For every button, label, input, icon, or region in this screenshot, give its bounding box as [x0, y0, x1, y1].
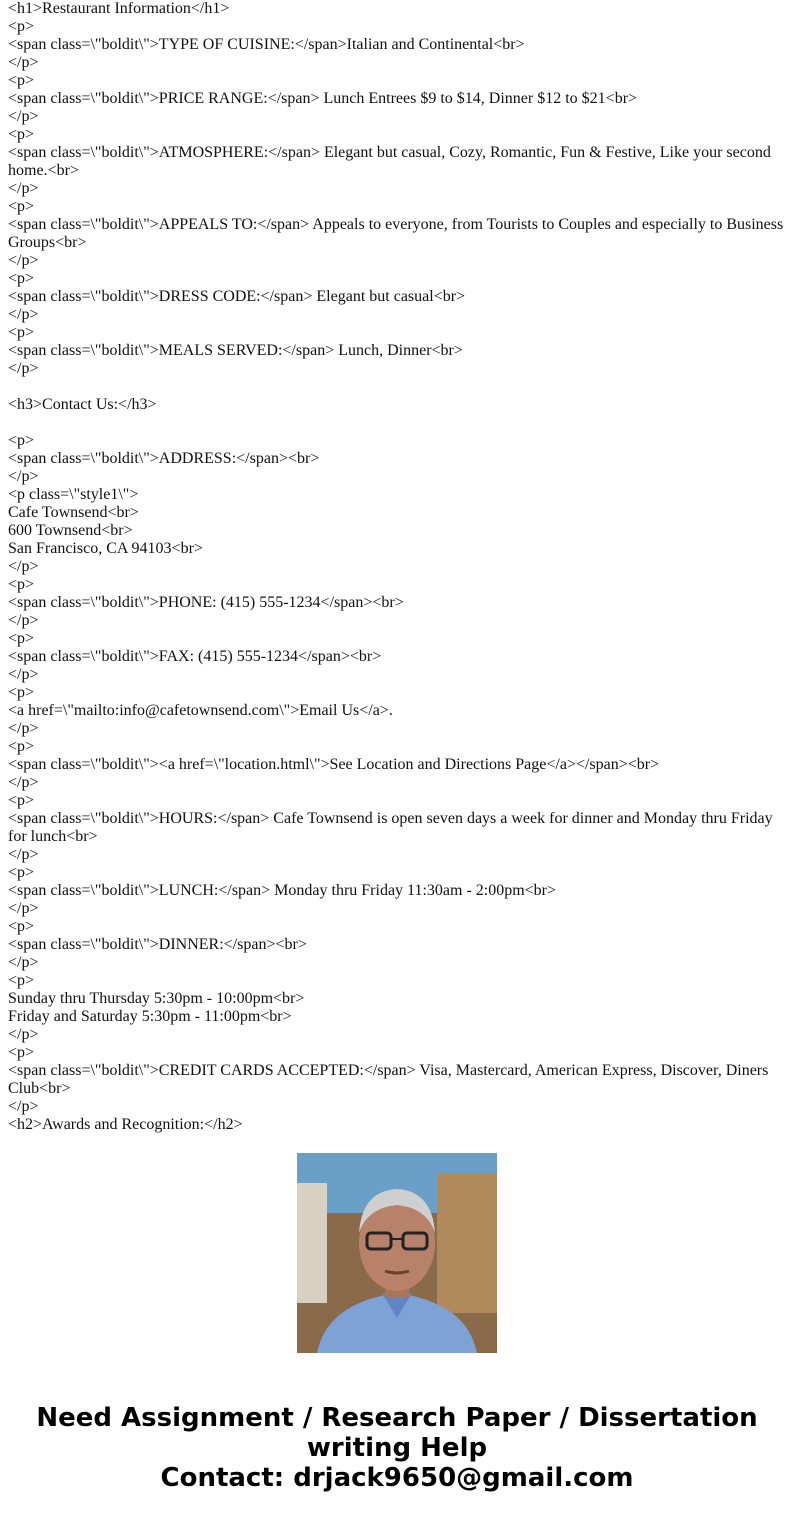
code-line: Groups<br> — [8, 234, 87, 251]
code-line: <p> — [8, 1044, 35, 1061]
code-line: <p> — [8, 72, 35, 89]
code-line: <p> — [8, 918, 35, 935]
code-line: </p> — [8, 1026, 39, 1043]
code-line: <p> — [8, 864, 35, 881]
code-line: </p> — [8, 54, 39, 71]
code-line: </p> — [8, 468, 39, 485]
code-line: <span class=\"boldit\">LUNCH:</span> Monday thru Friday 11:30am - 2:00pm<br> — [8, 882, 557, 899]
code-line: <p> — [8, 270, 35, 287]
code-line: Cafe Townsend<br> — [8, 504, 139, 521]
code-line: <a href=\"mailto:info@cafetownsend.com\">Email Us</a>. — [8, 702, 393, 719]
code-line: <h3>Contact Us:</h3> — [8, 396, 157, 413]
code-line: <p> — [8, 972, 35, 989]
code-line: <span class=\"boldit\">TYPE OF CUISINE:</span>Italian and Continental<br> — [8, 36, 525, 53]
code-line: <span class=\"boldit\">MEALS SERVED:</span> Lunch, Dinner<br> — [8, 342, 463, 359]
code-line: <p> — [8, 576, 35, 593]
author-avatar — [297, 1153, 497, 1353]
html-source-text — [8, 0, 788, 1133]
promo-contact: Contact: drjack9650@gmail.com — [160, 1463, 634, 1493]
code-line: </p> — [8, 846, 39, 863]
code-line: <p> — [8, 738, 35, 755]
code-line: <p class=\"style1\"> — [8, 486, 139, 503]
code-line: </p> — [8, 1098, 39, 1115]
code-line: 600 Townsend<br> — [8, 522, 133, 539]
code-line: <p> — [8, 630, 35, 647]
code-line — [8, 414, 788, 432]
code-line: <p> — [8, 432, 35, 449]
code-line: </p> — [8, 720, 39, 737]
code-line: Club<br> — [8, 1080, 71, 1097]
code-line: Sunday thru Thursday 5:30pm - 10:00pm<br> — [8, 990, 305, 1007]
code-line: <p> — [8, 18, 35, 35]
code-line: San Francisco, CA 94103<br> — [8, 540, 203, 557]
code-line: <span class=\"boldit\">APPEALS TO:</span> Appeals to everyone, from Tourists to Couples and especially to Business — [8, 216, 784, 233]
promo-line-2: writing Help — [306, 1433, 488, 1463]
promo-banner — [0, 1403, 794, 1493]
code-line: </p> — [8, 612, 39, 629]
code-line: </p> — [8, 900, 39, 917]
code-line: <h2>Awards and Recognition:</h2> — [8, 1116, 243, 1133]
code-line: </p> — [8, 108, 39, 125]
code-line: <span class=\"boldit\">CREDIT CARDS ACCEPTED:</span> Visa, Mastercard, American Express, Discover, Diners — [8, 1062, 769, 1079]
code-line: <span class=\"boldit\">PRICE RANGE:</span> Lunch Entrees $9 to $14, Dinner $12 to $21<br> — [8, 90, 638, 107]
code-line: </p> — [8, 252, 39, 269]
code-line — [8, 378, 788, 396]
code-line: </p> — [8, 306, 39, 323]
code-line: </p> — [8, 774, 39, 791]
code-line: <span class=\"boldit\"><a href=\"location.html\">See Location and Directions Page</a></span><br> — [8, 756, 660, 773]
code-line: </p> — [8, 954, 39, 971]
promo-line-1: Need Assignment / Research Paper / Dissertation — [36, 1403, 758, 1433]
code-line: <p> — [8, 684, 35, 701]
code-line: <h1>Restaurant Information</h1> — [8, 0, 230, 17]
code-line: <span class=\"boldit\">PHONE: (415) 555-1234</span><br> — [8, 594, 404, 611]
code-line: <p> — [8, 324, 35, 341]
code-line: home.<br> — [8, 162, 79, 179]
code-line: <span class=\"boldit\">DRESS CODE:</span> Elegant but casual<br> — [8, 288, 466, 305]
code-line: <span class=\"boldit\">FAX: (415) 555-1234</span><br> — [8, 648, 382, 665]
code-line: </p> — [8, 558, 39, 575]
code-line: Friday and Saturday 5:30pm - 11:00pm<br> — [8, 1008, 292, 1025]
code-line: <p> — [8, 792, 35, 809]
code-line: <span class=\"boldit\">DINNER:</span><br> — [8, 936, 307, 953]
code-line: <p> — [8, 198, 35, 215]
code-line: for lunch<br> — [8, 828, 98, 845]
code-line: </p> — [8, 666, 39, 683]
code-line: <span class=\"boldit\">HOURS:</span> Cafe Townsend is open seven days a week for dinner and Monday thru Friday — [8, 810, 773, 827]
code-line: <span class=\"boldit\">ADDRESS:</span><br> — [8, 450, 320, 467]
code-line: </p> — [8, 360, 39, 377]
code-line: </p> — [8, 180, 39, 197]
code-line: <span class=\"boldit\">ATMOSPHERE:</span> Elegant but casual, Cozy, Romantic, Fun & Festive, Like your second — [8, 144, 771, 161]
code-line: <p> — [8, 126, 35, 143]
